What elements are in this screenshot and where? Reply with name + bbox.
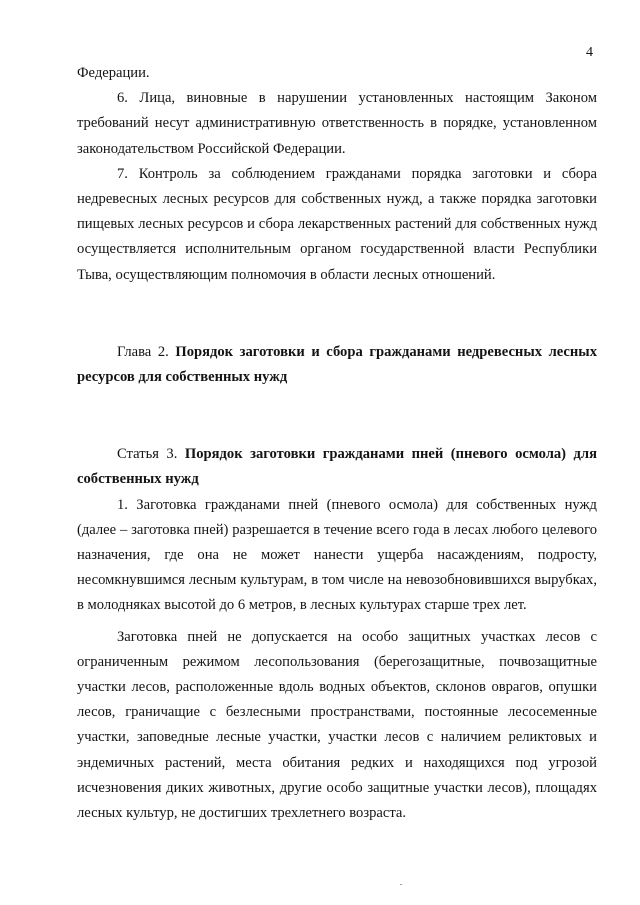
article-heading xyxy=(77,442,597,492)
article-paragraph-1: 1. Заготовка гражданами пней (пневого осмола) для собственных нужд (далее – заготовка пней) разрешается в течение всего года в лесах любого целевого назначения, где она не может нанести ущерба насаждениям, подросту, несомкнувшимся лесным культурам, в том числе на невозобновившихся вырубках, в молодняках высотой до 6 метров, в лесных культурах старше трех лет. xyxy=(77,496,597,614)
chapter-prefix: Глава 2. xyxy=(117,343,169,360)
spacer xyxy=(77,416,597,442)
chapter-heading xyxy=(77,340,597,390)
continuation-text: Федерации. xyxy=(77,65,150,81)
article-title: Порядок заготовки гражданами пней (пневого осмола) для собственных нужд xyxy=(77,446,597,488)
paragraph-item-6: 6. Лица, виновные в нарушении установленных настоящим Законом требований несут административную ответственность в порядке, установленном законодательством Российской Федерации. xyxy=(77,90,597,157)
chapter-title: Порядок заготовки и сбора гражданами недревесных лесных ресурсов для собственных нужд xyxy=(77,343,597,386)
article-paragraph-2: Заготовка пней не допускается на особо защитных участках лесов с ограниченным режимом лесопользования (берегозащитные, почвозащитные участки лесов, расположенные вдоль водных объектов, склонов оврагов, опушки лесов, граничащие с безлесными пространствами, постоянные лесосеменные участки, заповедные лесные участки, участки лесов с наличием реликтовых и эндемичных растений, места обитания редких и находящихся под угрозой исчезновения диких животных, другие особо защитные участки лесов), площадях лесных культур, не достигших трехлетнего возраста. xyxy=(77,628,597,822)
article-prefix: Статья 3. xyxy=(117,446,178,463)
spacer xyxy=(77,314,597,340)
page-number: 4 xyxy=(586,45,593,60)
spacer xyxy=(77,288,597,314)
spacer xyxy=(77,390,597,416)
paragraph-item-7: 7. Контроль за соблюдением гражданами порядка заготовки и сбора недревесных лесных ресурсов для собственных нужд, а также порядка заготовки пищевых лесных ресурсов и сбора лекарственных растений для собственных нужд осуществляется исполнительным органом государственной власти Республики Тыва, осуществляющим полномочия в области лесных отношений. xyxy=(77,165,597,283)
scan-speck xyxy=(400,884,402,885)
document-body xyxy=(77,61,597,826)
